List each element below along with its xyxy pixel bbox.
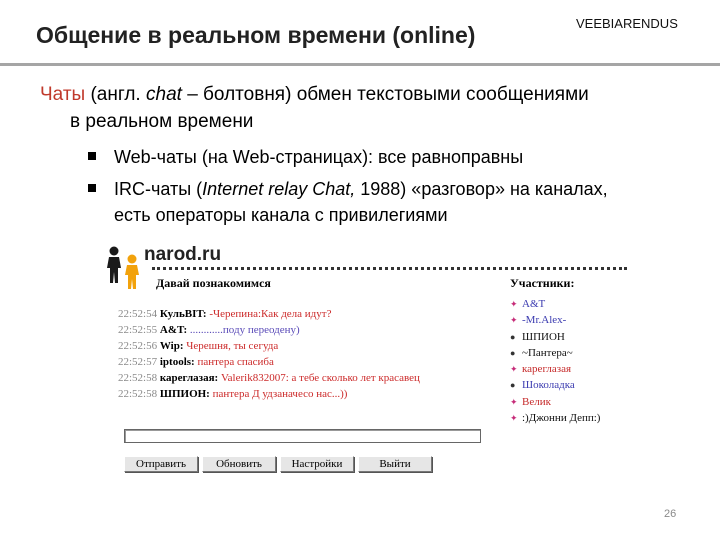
lead-italic: chat	[146, 84, 182, 105]
star-icon: ✦	[510, 315, 518, 326]
participant-name: ШПИОН	[522, 330, 565, 343]
star-icon: ✦	[510, 299, 518, 309]
message-text: Черешня, ты сегуда	[186, 340, 279, 352]
person-orange-icon	[124, 254, 140, 290]
chat-message	[118, 354, 478, 370]
chat-message	[118, 386, 478, 402]
participant-name: Шоколадка	[522, 379, 575, 392]
lead-text-2: – болтовня) обмен текстовыми сообщениями	[181, 84, 589, 105]
lead-text-3: в реальном времени	[70, 111, 254, 132]
participant-name: A&T	[522, 298, 546, 310]
participant-item[interactable]	[510, 394, 635, 410]
message-input[interactable]	[124, 429, 481, 443]
message-list	[118, 306, 478, 402]
lead-paragraph	[40, 81, 710, 135]
bullet-text: Web-чаты (на Web-страницах): все равноправны	[114, 147, 524, 167]
message-nick[interactable]: ШПИОН:	[159, 388, 210, 400]
bullet-list	[88, 144, 703, 234]
page-number: 26	[664, 508, 677, 520]
refresh-button[interactable]: Обновить	[202, 456, 276, 472]
message-time: 22:52:54	[118, 308, 158, 320]
chat-message	[118, 322, 478, 338]
message-time: 22:52:57	[118, 356, 158, 368]
dot-icon: ●	[510, 347, 516, 358]
participant-item[interactable]	[510, 361, 635, 377]
participant-item[interactable]	[510, 312, 635, 328]
bullet-item	[88, 144, 703, 170]
message-nick[interactable]: кареглазая:	[159, 372, 219, 384]
message-time: 22:52:58	[118, 388, 158, 400]
chat-message	[118, 370, 478, 386]
participant-name: Велик	[522, 395, 551, 408]
bullet-italic: Internet relay Chat,	[202, 179, 356, 199]
chat-button-row	[124, 454, 436, 472]
participant-item[interactable]	[510, 377, 635, 393]
message-time: 22:52:56	[118, 340, 158, 352]
dot-icon: ●	[510, 331, 516, 342]
message-text: Valerik832007: а тебе сколько лет красавец	[220, 372, 420, 384]
message-nick[interactable]: A&T:	[159, 324, 188, 336]
title-text: Общение в реальном времени (online)	[36, 22, 476, 48]
brand-label: VEEBIARENDUS	[576, 16, 678, 31]
participant-item[interactable]	[510, 345, 635, 361]
title-divider	[0, 63, 720, 66]
participant-list	[510, 296, 635, 426]
participant-item[interactable]	[510, 296, 635, 312]
participant-name: ~Пантера~	[522, 346, 573, 359]
lead-highlight: Чаты	[40, 84, 86, 105]
message-text: пантера Д удзаначесо нас...))	[212, 388, 348, 400]
lead-text-1: (англ.	[85, 84, 146, 105]
settings-button[interactable]: Настройки	[280, 456, 354, 472]
exit-button[interactable]: Выйти	[358, 456, 432, 472]
star-icon: ✦	[510, 396, 518, 407]
message-text: пантера спасиба	[197, 356, 274, 368]
chat-message	[118, 306, 478, 322]
dotted-divider	[152, 267, 627, 270]
bullet-text-2: 1988) «разговор» на каналах,	[355, 179, 608, 199]
participant-name: :)Джонни Депп:)	[522, 412, 601, 425]
message-time: 22:52:55	[118, 324, 158, 336]
dot-icon: ●	[510, 380, 516, 391]
bullet-text-3: есть операторы канала с привилегиями	[114, 205, 448, 225]
chat-screenshot	[104, 240, 634, 475]
message-nick[interactable]: КульBIT:	[159, 308, 207, 320]
participant-name: кареглазая	[522, 363, 572, 376]
chat-message	[118, 338, 478, 354]
chat-room-title: Давай познакомимся	[156, 276, 271, 290]
message-nick[interactable]: Wip:	[159, 340, 184, 352]
bullet-square-icon	[88, 152, 96, 160]
message-time: 22:52:58	[118, 372, 158, 384]
participants-heading: Участники:	[510, 276, 575, 290]
star-icon: ✦	[510, 413, 518, 424]
star-icon: ✦	[510, 364, 518, 375]
bullet-item	[88, 176, 703, 228]
message-text: -Черепина:Как дела идут?	[209, 308, 332, 320]
slide-title	[36, 22, 475, 49]
participant-name: -Mr.Alex-	[522, 314, 567, 327]
person-black-icon	[106, 246, 122, 284]
logo-text: narod.ru	[144, 244, 222, 265]
message-nick[interactable]: iptools:	[159, 356, 195, 368]
bullet-square-icon	[88, 184, 96, 192]
participant-item[interactable]	[510, 329, 635, 345]
send-button[interactable]: Отправить	[124, 456, 198, 472]
participant-item[interactable]	[510, 410, 635, 426]
bullet-text-1: IRC-чаты (	[114, 179, 203, 199]
message-text: ............поду переодену)	[189, 324, 300, 336]
